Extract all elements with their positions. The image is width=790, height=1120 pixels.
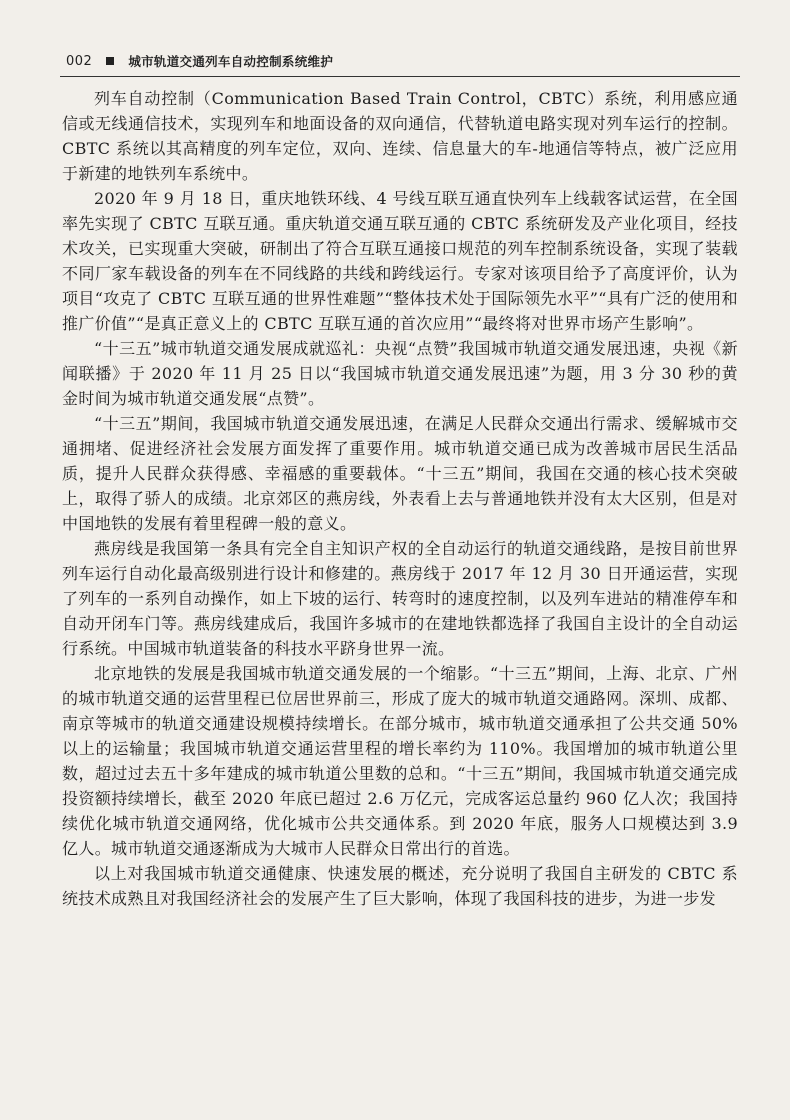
running-title: 城市轨道交通列车自动控制系统维护	[128, 54, 334, 69]
paragraph-beijing-metro: 北京地铁的发展是我国城市轨道交通发展的一个缩影。“十三五”期间，上海、北京、广州的城市轨道交通的运营里程已位居世界前三，形成了庞大的城市轨道交通路网。深圳、成都、南京等城市的轨道交通建设规模持续增长。在部分城市，城市轨道交通承担了公共交通 50% 以上的运输量；我国城市轨道交通运营里程的增长率约为 110%。我国增加的城市轨道公里数，超过过去五十多年建成的城市轨道公里数的总和。“十三五”期间，我国城市轨道交通完成投资额持续增长，截至 2020 年底已超过 2.6 万亿元，完成客运总量约 960 亿人次；我国持续优化城市轨道交通网络，优化城市公共交通体系。到 2020 年底，服务人口规模达到 3.9 亿人。城市轨道交通逐渐成为大城市人民群众日常出行的首选。	[62, 664, 738, 858]
black-square-icon	[106, 57, 114, 65]
body-text	[62, 86, 738, 911]
paragraph-chongqing-interconnection: 2020 年 9 月 18 日，重庆地铁环线、4 号线互联互通直快列车上线载客试运营，在全国率先实现了 CBTC 互联互通。重庆轨道交通互联互通的 CBTC 系统研发及产业化项目，经技术攻关，已实现重大突破，研制出了符合互联互通接口规范的列车控制系统设备，实现了装载不同厂家车载设备的列车在不同线路的共线和跨线运行。专家对该项目给予了高度评价，认为项目“攻克了 CBTC 互联互通的世界性难题”“整体技术处于国际领先水平”“具有广泛的使用和推广价值”“是真正意义上的 CBTC 互联互通的首次应用”“最终将对世界市场产生影响”。	[62, 189, 738, 333]
paragraph-thirteenth-five-year: “十三五”期间，我国城市轨道交通发展迅速，在满足人民群众交通出行需求、缓解城市交通拥堵、促进经济社会发展方面发挥了重要作用。城市轨道交通已成为改善城市居民生活品质，提升人民群众获得感、幸福感的重要载体。“十三五”期间，我国在交通的核心技术突破上，取得了骄人的成绩。北京郊区的燕房线，外表看上去与普通地铁并没有太大区别，但是对中国地铁的发展有着里程碑一般的意义。	[62, 414, 738, 533]
page-number: 002	[66, 53, 93, 69]
header-rule	[60, 76, 740, 77]
page-header	[66, 50, 738, 72]
paragraph-cctv-praise: “十三五”城市轨道交通发展成就巡礼：央视“点赞”我国城市轨道交通发展迅速，央视《新闻联播》于 2020 年 11 月 25 日以“我国城市轨道交通发展迅速”为题，用 3 分 30 秒的黄金时间为城市轨道交通发展“点赞”。	[62, 339, 738, 408]
paragraph-summary: 以上对我国城市轨道交通健康、快速发展的概述，充分说明了我国自主研发的 CBTC 系统技术成熟且对我国经济社会的发展产生了巨大影响，体现了我国科技的进步，为进一步发	[62, 864, 738, 908]
paragraph-yanfang-line: 燕房线是我国第一条具有完全自主知识产权的全自动运行的轨道交通线路，是按目前世界列车运行自动化最高级别进行设计和修建的。燕房线于 2017 年 12 月 30 日开通运营，实现了列车的一系列自动操作，如上下坡的运行、转弯时的速度控制，以及列车进站的精准停车和自动开闭车门等。燕房线建成后，我国许多城市的在建地铁都选择了我国自主设计的全自动运行系统。中国城市轨道装备的科技水平跻身世界一流。	[62, 539, 738, 658]
paragraph-cbtc-definition: 列车自动控制（Communication Based Train Control，CBTC）系统，利用感应通信或无线通信技术，实现列车和地面设备的双向通信，代替轨道电路实现对列车运行的控制。CBTC 系统以其高精度的列车定位，双向、连续、信息量大的车-地通信等特点，被广泛应用于新建的地铁列车系统中。	[62, 89, 738, 183]
